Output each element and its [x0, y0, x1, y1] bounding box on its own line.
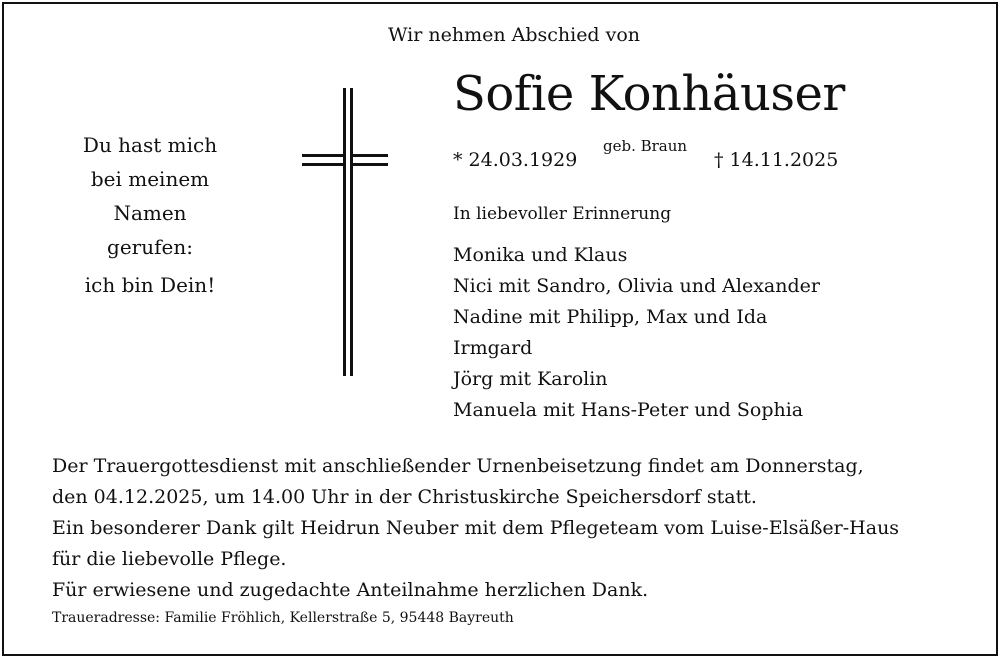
verse-line: gerufen: — [107, 235, 193, 259]
intro-text: Wir nehmen Abschied von — [387, 24, 641, 46]
birth-date: * 24.03.1929 — [453, 149, 578, 171]
service-text — [52, 451, 899, 606]
mourner-line: Irmgard — [453, 337, 533, 359]
mourner-line: Nici mit Sandro, Olivia und Alexander — [453, 275, 820, 297]
maiden-name: geb. Braun — [603, 137, 688, 155]
service-line: den 04.12.2025, um 14.00 Uhr in der Christuskirche Speichersdorf statt. — [52, 486, 757, 508]
mourner-line: Nadine mit Philipp, Max und Ida — [453, 306, 768, 328]
verse-line: bei meinem — [90, 167, 210, 191]
memory-line: In liebevoller Erinnerung — [453, 204, 672, 224]
cross-icon — [300, 88, 390, 378]
deceased-name: Sofie Konhäuser — [453, 66, 845, 122]
verse-line: Du hast mich — [82, 133, 218, 157]
bible-verse — [50, 130, 250, 304]
service-line: Für erwiesene und zugedachte Anteilnahme herzlichen Dank. — [52, 579, 649, 601]
service-line: Ein besonderer Dank gilt Heidrun Neuber mit dem Pflegeteam vom Luise-Elsäßer-Haus — [52, 517, 900, 539]
mourners-list — [453, 240, 820, 426]
service-line: Der Trauergottesdienst mit anschließender Urnenbeisetzung findet am Donnerstag, — [52, 455, 864, 477]
service-line: für die liebevolle Pflege. — [52, 548, 287, 570]
mourning-address: Traueradresse: Familie Fröhlich, Kellerstraße 5, 95448 Bayreuth — [52, 610, 514, 626]
death-date: † 14.11.2025 — [714, 149, 839, 171]
mourner-line: Monika und Klaus — [453, 244, 628, 266]
verse-line: Namen — [113, 201, 187, 225]
mourner-line: Jörg mit Karolin — [453, 368, 608, 390]
mourner-line: Manuela mit Hans-Peter und Sophia — [453, 399, 804, 421]
verse-line: ich bin Dein! — [84, 273, 216, 297]
